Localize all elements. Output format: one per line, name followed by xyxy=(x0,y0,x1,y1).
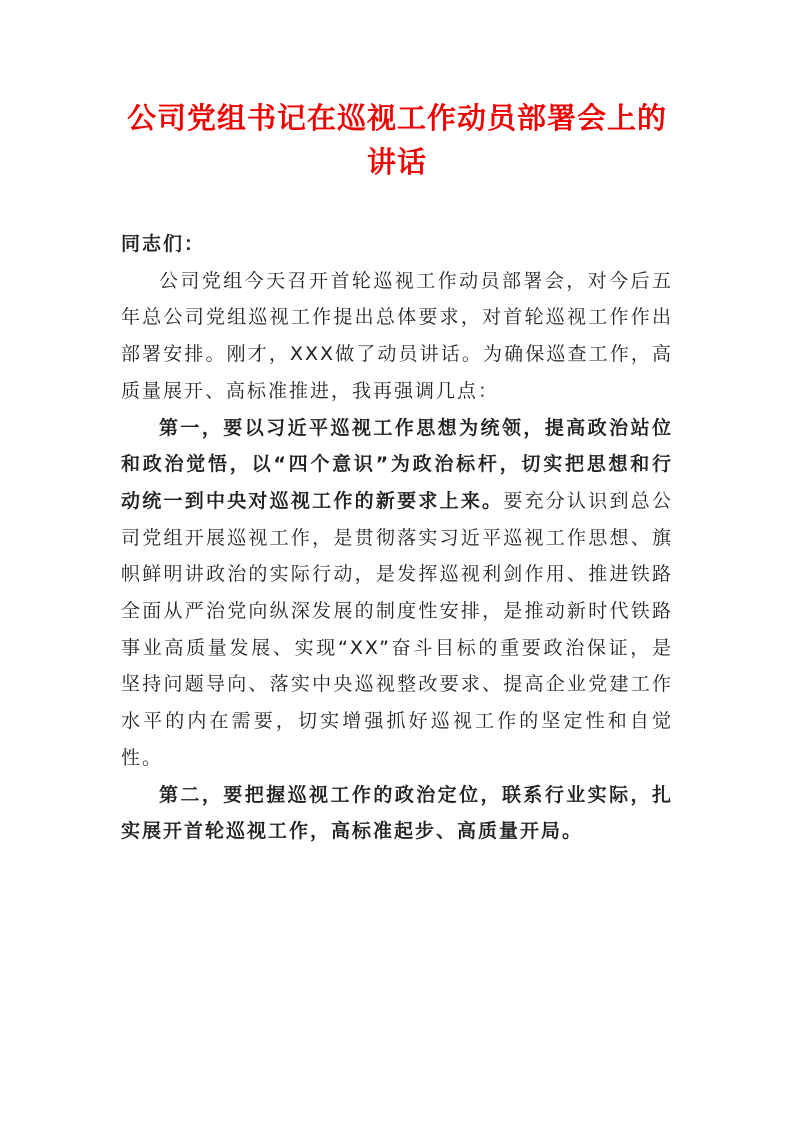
point-one-paragraph xyxy=(121,410,673,777)
intro-paragraph: 公司党组今天召开首轮巡视工作动员部署会，对今后五年总公司党组巡视工作提出总体要求，对首轮巡视工作作出部署安排。刚才，XXX做了动员讲话。为确保巡查工作，高质量展开、高标准推进，我再强调几点： xyxy=(121,269,673,402)
salutation: 同志们： xyxy=(121,233,206,255)
point-one-heading: 第一，要以习近平巡视工作思想为统领，提高政治站位和政治觉悟，以“四个意识”为政治标杆，切实把思想和行动统一到中央对巡视工作的新要求上来。 xyxy=(121,416,673,512)
document-body xyxy=(121,226,673,850)
point-two-heading: 第二，要把握巡视工作的政治定位，联系行业实际，扎实展开首轮巡视工作，高标准起步、高质量开局。 xyxy=(121,783,673,843)
page-title: 公司党组书记在巡视工作动员部署会上的讲话 xyxy=(126,101,667,179)
point-one-body: 要充分认识到总公司党组开展巡视工作，是贯彻落实习近平巡视工作思想、旗帜鲜明讲政治的实际行动，是发挥巡视利剑作用、推进铁路全面从严治党向纵深发展的制度性安排，是推动新时代铁路事业高质量发展、实现“XX”奋斗目标的重要政治保证，是坚持问题导向、落实中央巡视整改要求、提高企业党建工作水平的内在需要，切实增强抓好巡视工作的坚定性和自觉性。 xyxy=(121,489,673,769)
